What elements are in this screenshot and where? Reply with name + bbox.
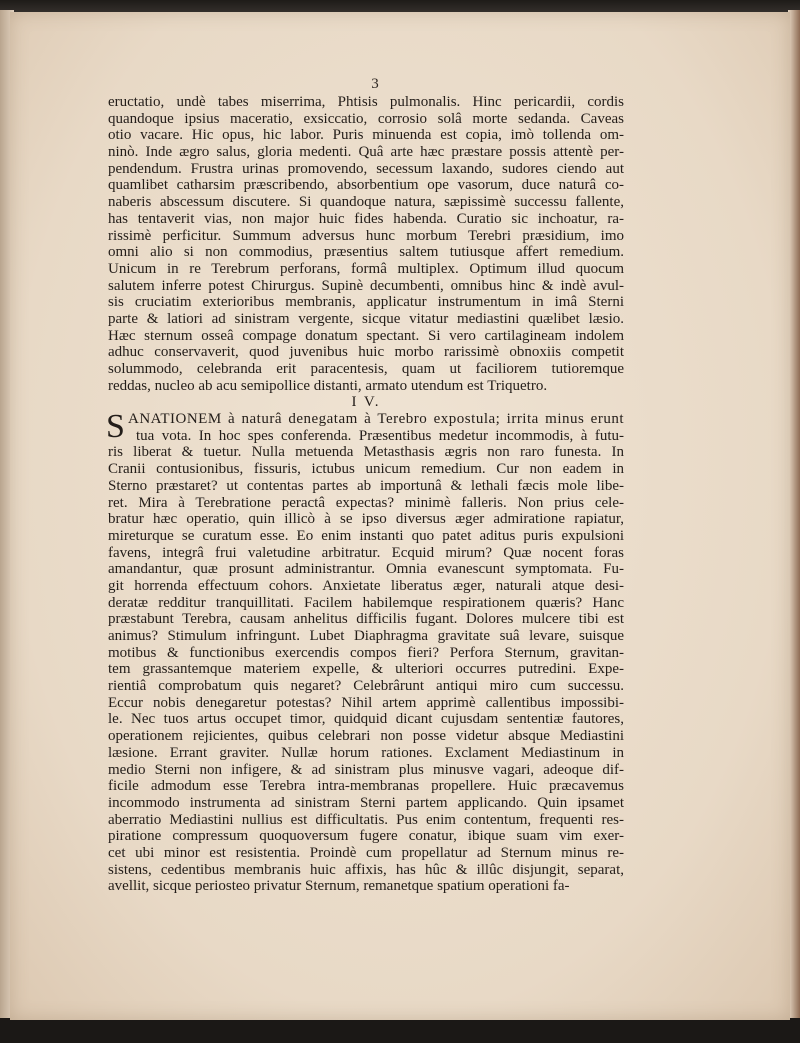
text-line: aberratio Mediastini nullius est difficultatis. Pus enim contentum, frequenti res- (108, 811, 624, 828)
text-line: quamlibet catharsim præscribendo, absorbentium ope vasorum, duce naturâ co- (108, 177, 624, 194)
text-line: omni alio si non commodius, præsentius saltem tutiusque affert remedium. (108, 244, 624, 261)
page-text-block (108, 94, 624, 895)
text-line: favens, integrâ frui valetudine arbitratur. Ecquid mirum? Quæ nocent foras (108, 544, 624, 561)
text-line: sis cruciatim exterioribus membranis, applicatur instrumentum in imâ Sterni (108, 294, 624, 311)
text-line: ris liberat & tuetur. Nulla metuenda Metasthasis ægris non raro funesta. In (108, 444, 624, 461)
text-line: rientiâ comprobatum quis negaret? Celebrârunt antiqui miro cum successu. (108, 678, 624, 695)
text-line: amandantur, quæ prosunt administrantur. Omnia evanescunt symptomata. Fu- (108, 561, 624, 578)
text-line: rissimè perficitur. Summum adversus hunc morbum Terebri præsidium, imo (108, 227, 624, 244)
text-line: solummodo, celebranda erit paracentesis, quam ut faciliorem tutioremque (108, 361, 624, 377)
text-line: operationem rejicientes, quibus celebrari non posse videtur absque Mediastini (108, 728, 624, 745)
text-line: medio Sterni non infigere, & ad sinistram plus minusve vagari, adeoque dif- (108, 761, 624, 778)
paragraph-section-four (108, 428, 624, 895)
text-line: ficile admodum esse Terebra intra-membranas propellere. Huic præcavemus (108, 778, 624, 795)
text-line: avellit, sicque periosteo privatur Sternum, remanetque spatium operationi fa- (108, 878, 570, 895)
text-line: tem grassantemque materiem expelle, & ulteriori occurres putredini. Expe- (108, 661, 624, 678)
text-line: tua vota. In hoc spes conferenda. Præsentibus medetur incommodis, à futu- (136, 427, 624, 444)
text-line: le. Nec tuos artus occupet timor, quidquid dicant cujusdam sententiæ fautores, (108, 711, 624, 728)
text-line: ninò. Inde ægro salus, gloria medenti. Quâ arte hæc præstare possis attentè per- (108, 144, 624, 161)
text-line: parte & latiori ad sinistram vergente, sicque vitatur mediastini quælibet læsio. (108, 310, 624, 327)
text-line: Sterno præstaret? ut contentas partes ab importunâ & lethali fæcis mole libe- (108, 477, 624, 494)
text-line: naberis abscessum discutere. Si quandoque natura, sæpissimè successu fallente, (108, 194, 624, 211)
text-line: motibus & functionibus exercendis compos fieri? Perfora Sternum, gravitan- (108, 644, 624, 661)
page-number: 3 (371, 76, 379, 92)
drop-capital: S (106, 408, 125, 446)
text-line: eructatio, undè tabes miserrima, Phtisis pulmonalis. Hinc pericardii, cordis (108, 94, 624, 110)
text-line: otio vacare. Hic opus, hic labor. Puris minuenda est copia, imò tollenda om- (108, 127, 624, 144)
text-line: læsione. Errant graviter. Nullæ horum rationes. Exclament Mediastinum in (108, 744, 624, 761)
first-line-text: ANATIONEM à naturâ denegatam à Terebro expostula; irrita minus erunt (128, 411, 624, 428)
text-line: git horrenda effectuum cohors. Anxietate liberatus æger, naturali atque desi- (108, 577, 624, 594)
paragraph-continued (108, 94, 624, 394)
text-line: ret. Mira à Terebratione peractâ expectas? minimè falleris. Non prius cele- (108, 494, 624, 511)
text-line: piratione compressum quoquoversum fugere conatur, ibique suam vim exer- (108, 828, 624, 845)
text-line: quandoque ipsius maceratio, exsiccatio, corrosio solâ morte sedanda. Caveas (108, 110, 624, 127)
text-line: has tentaverit vias, non major huic fides habenda. Curatio sic inchoatur, ra- (108, 210, 624, 227)
text-line: animus? Stimulum infringunt. Lubet Diaphragma gravitate suâ levare, suisque (108, 628, 624, 644)
text-line: Unicum in re Terebrum perforans, formâ multiplex. Optimum illud quocum (108, 260, 624, 277)
text-line: salutem inferre potest Chirurgus. Supinè decumbenti, omnibus hinc & indè avul- (108, 277, 624, 294)
scanner-bottom-border (0, 1018, 800, 1043)
text-line: adhuc conservaverit, quod juvenibus huic morbo rarissimè obnoxiis competit (108, 344, 624, 361)
text-line: Hæc sternum osseâ compage donatum spectant. Si vero cartilagineam indolem (108, 327, 624, 344)
text-line: cet ubi minor est resistentia. Proindè cum propellatur ad Sternum minus re- (108, 844, 624, 861)
text-line: pendendum. Frustra urinas promovendo, secessum laxando, sudores ciendo aut (108, 160, 624, 177)
text-line: incommodo instrumenta ad sinistram Sterni partem applicando. Quin ipsamet (108, 794, 624, 811)
text-line: præstabunt Terebra, causam anhelitus difficilis fugant. Dolores mulcere tibi est (108, 611, 624, 628)
text-line: sistens, cedentibus membranis huic affixis, has hûc & illûc disjungit, separat, (108, 861, 624, 878)
text-line: bratur hæc operatio, quin illicò à se ipso diversus æger admiratione rapiatur, (108, 511, 624, 528)
text-line: Eccur nobis denegaretur potestas? Nihil artem apprimè callentibus impossibi- (108, 694, 624, 711)
text-line: reddas, nucleo ab acu semipollice distanti, armato utendum est Triquetro. (108, 377, 548, 394)
text-line: deratæ redditur tranquillitati. Facilem habilemque respirationem quæris? Hanc (108, 594, 624, 611)
text-line: Cranii contusionibus, fissuris, ictubus unicum remedium. Cur non eadem in (108, 461, 624, 478)
section-heading: I V. (351, 394, 381, 411)
text-line: mireturque se curatum esse. Eo enim instanti quo patet aditus puris expulsioni (108, 527, 624, 544)
